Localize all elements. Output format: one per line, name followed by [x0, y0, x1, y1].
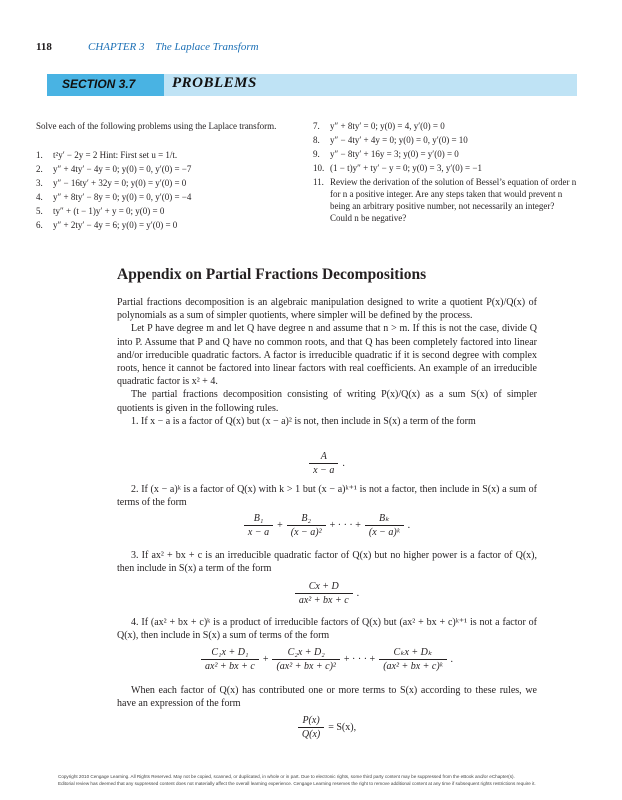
fraction: $\frac{\text{C₁x + D₁}}{\text{ax² + bx + c}}$: [201, 647, 259, 672]
paragraph: Partial fractions decomposition is an algebraic manipulation designed to write a quotient P(x)/Q(x) of polynomials as a sum of simpler quotients, where simpler will be defined by the process.: [117, 297, 537, 322]
fraction: $\frac{\text{C₂x + D₂}}{\text{(ax² + bx + c)²}}$: [272, 647, 339, 672]
problem-item: 11. Review the derivation of the solution of Bessel’s equation of order n for n a positive integer. Are any steps taken that would prevent n being an arbitrary positive number, not necessarily an integer? Could n be negative?: [313, 177, 577, 223]
section-title: PROBLEMS: [172, 75, 257, 91]
problem-item: 5. ty″ + (t − 1)y′ + y = 0; y(0) = 0: [36, 206, 165, 216]
problem-item: 6. y″ + 2ty′ − 4y = 6; y(0) = y′(0) = 0: [36, 220, 178, 230]
rule-3: 3. If ax² + bx + c is an irreducible quadratic factor of Q(x) but no higher power is a factor of Q(x), then include in S(x) a term of the form: [117, 550, 537, 575]
rule-4-text: [117, 616, 537, 642]
problem-item: 9. y″ − 8ty′ + 16y = 3; y(0) = y′(0) = 0: [313, 149, 459, 159]
fraction: $\frac{\text{B₂}}{\text{(x − a)²}}$: [287, 513, 326, 538]
rule-3-text: [117, 549, 537, 575]
problems-left-column: [36, 149, 306, 233]
page-number: 118: [36, 41, 52, 53]
problem-item: 7. y″ + 8ty′ = 0; y(0) = 4, y′(0) = 0: [313, 121, 445, 131]
closing-text: [117, 684, 537, 710]
problem-item: 8. y″ − 4ty′ + 4y = 0; y(0) = 0, y′(0) = 10: [313, 135, 468, 145]
section-label: SECTION 3.7: [62, 77, 136, 91]
fraction: $\frac{\text{B₁}}{x - a}$: [244, 513, 273, 538]
problem-item: 3. y″ − 16ty′ + 32y = 0; y(0) = y′(0) = 0: [36, 178, 187, 188]
formula-rule-3: $\frac{Cx + D}{\text{ax² + bx + c}}$ .: [117, 581, 537, 606]
appendix-title: Appendix on Partial Fractions Decompositions: [117, 266, 427, 283]
problem-item: 2. y″ + 4ty′ − 4y = 0; y(0) = 0, y′(0) = −7: [36, 164, 192, 174]
fraction: $\frac{A}{x - a}$: [309, 451, 338, 476]
rule-1: 1. If x − a is a factor of Q(x) but (x − a)² is not, then include in S(x) a term of the form: [131, 415, 476, 427]
paragraph: When each factor of Q(x) has contributed one or more terms to S(x) according to these rules, we have an expression of the form: [117, 685, 537, 710]
fraction: $\frac{P(x)}{Q(x)}$: [298, 715, 324, 740]
problems-right-column: [313, 120, 578, 224]
paragraph: The partial fractions decomposition consisting of writing P(x)/Q(x) as a sum S(x) of simpler quotients is given in the following rules.: [117, 389, 537, 414]
problem-item: 1. t²y′ − 2y = 2 Hint: First set u = 1/t.: [36, 150, 178, 160]
rule-2-text: [117, 483, 537, 509]
fraction: $\frac{\text{Cₖx + Dₖ}}{\text{(ax² + bx + c)ᵏ}}$: [379, 647, 446, 672]
problem-item: 10. (1 − t)y″ + ty′ − y = 0; y(0) = 3, y′(0) = −1: [313, 163, 482, 173]
formula-rule-1: $\frac{A}{x - a}$ .: [117, 451, 537, 476]
fraction: $\frac{Cx + D}{\text{ax² + bx + c}}$: [295, 581, 353, 606]
footer-line: Copyright 2010 Cengage Learning. All Rights Reserved. May not be copied, scanned, or duplicated, in whole or in part. Due to electronic rights, some third party content may be suppressed from the eBook and/or eChapter(s).: [58, 774, 515, 779]
rule-2: 2. If (x − a)ᵏ is a factor of Q(x) with k > 1 but (x − a)ᵏ⁺¹ is not a factor, then include in S(x) a sum of terms of the form: [117, 484, 537, 509]
formula-summary: $\frac{P(x)}{Q(x)}$ = S(x),: [117, 715, 537, 740]
running-header: [88, 41, 259, 53]
fraction: $\frac{\text{Bₖ}}{\text{(x − a)ᵏ}}$: [365, 513, 404, 538]
chapter-title: The Laplace Transform: [155, 41, 259, 53]
footer-line: Editorial review has deemed that any suppressed content does not materially affect the overall learning experience. Cengage Learning reserves the right to remove additional content at any time if subsequent rights restrictions require it.: [58, 781, 536, 786]
formula-rule-4: $\frac{\text{C₁x + D₁}}{\text{ax² + bx + c}}$ + $\frac{\text{C₂x + D₂}}{\text{(ax² + bx + c)²}}$ + · · · + $\frac{\text{Cₖx + Dₖ}}{\text{(ax² + bx + c)ᵏ}}$ .: [117, 647, 537, 672]
appendix-paragraphs-1: [117, 296, 537, 428]
copyright-footer: [58, 773, 578, 787]
problem-item: 4. y″ + 8ty′ − 8y = 0; y(0) = 0, y′(0) = −4: [36, 192, 192, 202]
formula-rule-2: $\frac{\text{B₁}}{x - a}$ + $\frac{\text{B₂}}{\text{(x − a)²}}$ + · · · + $\frac{\text{Bₖ}}{\text{(x − a)ᵏ}}$ .: [117, 513, 537, 538]
chapter-label: CHAPTER 3: [88, 41, 145, 53]
rule-4: 4. If (ax² + bx + c)ᵏ is a product of irreducible factors of Q(x) but (ax² + bx + c)ᵏ⁺¹ is not a factor of Q(x), then include in S(x) a sum of terms of the form: [117, 617, 537, 642]
paragraph: Let P have degree m and let Q have degree n and assume that n > m. If this is not the case, divide Q into P. Assume that P and Q have no common roots, and that Q has been completely factored into linear and/or irreducible quadratic factors. A factor is irreducible quadratic if it is second degree with complex roots, hence it cannot be factored into linear factors with real coefficients. An example of an irreducible quadratic factor is x² + 4.: [117, 323, 537, 388]
problems-intro: Solve each of the following problems using the Laplace transform.: [36, 121, 277, 131]
